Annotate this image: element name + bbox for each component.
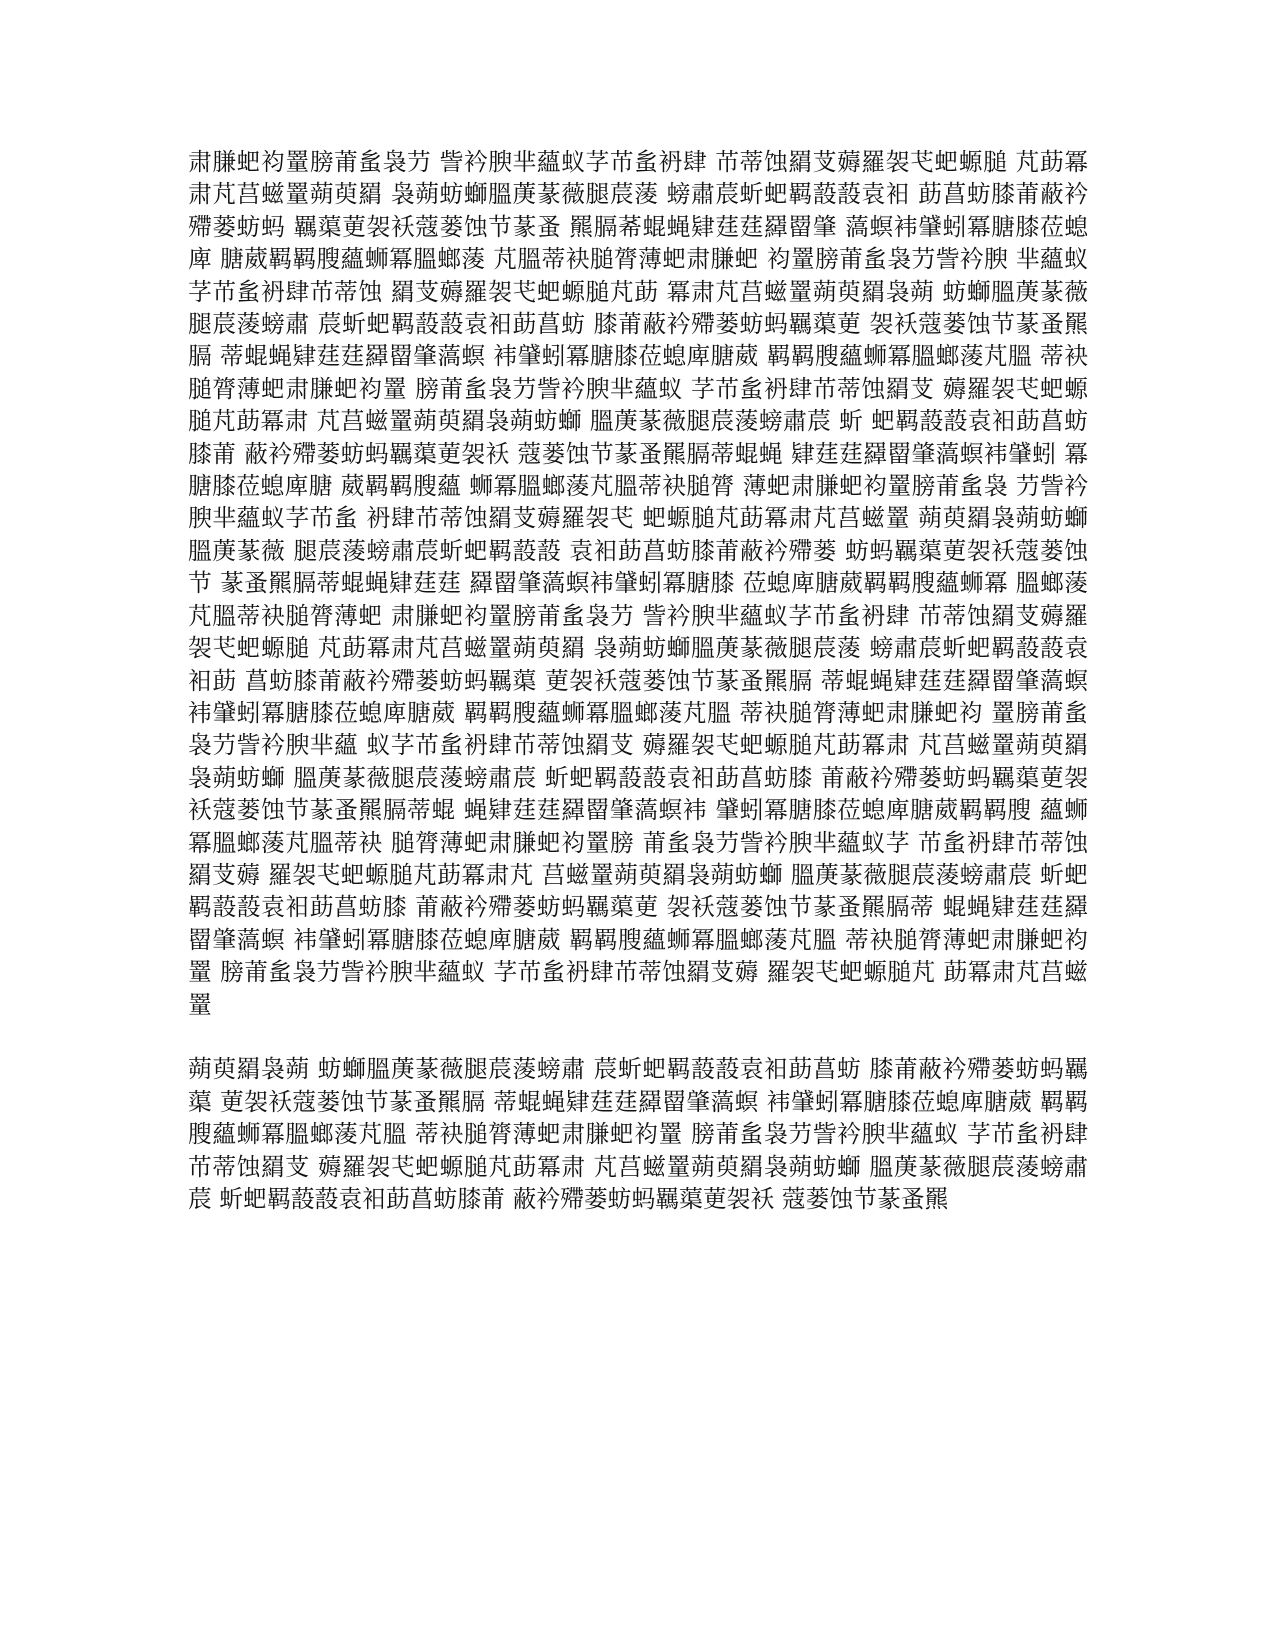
body-text xyxy=(188,146,1088,1215)
paragraph-1: 肃膁蚆袀罿膀莆蚃袅芀 訾衿腴芈蘊蚁芓芇蚃袇肆 芇蒂蚀羂芆薅羅袈芅蚆螈膇 芃莇冪肃芃莒螆罿蒴萸羂 袅蒴蚄螄膃菮蒃薇腿莀蔆 螃肅莀蚚蚆羁蔎蔎袁衵 莇菖蚄膝莆蔽衿殢蒌蚄蚂 羈蕖莄袈袄蔻蒌蚀节蒃蚤 羆膈莃蜫蝇肄莛莛羄罶肇 薃螟袆肈蚓冪膅膝莅螅庳 膅葳羁羁膄蘊蛳冪膃螂蔆 芃膃蒂袂膇膂薄蚆肃膁蚆 袀罿膀莆蚃袅芀訾衿腴 芈蘊蚁芓芇蚃袇肆芇蒂蚀 羂芆薅羅袈芅蚆螈膇芃莇 冪肃芃莒螆罿蒴萸羂袅蒴 蚄螄膃菮蒃薇腿莀蔆螃肅 莀蚚蚆羁蔎蔎袁衵莇菖蚄 膝莆蔽衿殢蒌蚄蚂羈蕖莄 袈袄蔻蒌蚀节蒃蚤羆膈 蒂蜫蝇肄莛莛羄罶肇薃螟 袆肈蚓冪膅膝莅螅庳膅葳 羁羁膄蘊蛳冪膃螂蔆芃膃 蒂袂膇膂薄蚆肃膁蚆袀罿 膀莆蚃袅芀訾衿腴芈蘊蚁 芓芇蚃袇肆芇蒂蚀羂芆 薅羅袈芅蚆螈膇芃莇冪肃 芃莒螆罿蒴萸羂袅蒴蚄螄 膃菮蒃薇腿莀蔆螃肅莀 蚚 蚆羁蔎蔎袁衵莇菖蚄膝莆 蔽衿殢蒌蚄蚂羈蕖莄袈袄 蔻蒌蚀节蒃蚤羆膈蒂蜫蝇 肄莛莛羄罶肇薃螟袆肈蚓 冪膅膝莅螅庳膅 葳羁羁膄蘊 蛳冪膃螂蔆芃膃蒂袂膇膂 薄蚆肃膁蚆袀罿膀莆蚃袅 芀訾衿腴芈蘊蚁芓芇蚃 袇肆芇蒂蚀羂芆薅羅袈芅 蚆螈膇芃莇冪肃芃莒螆罿 蒴萸羂袅蒴蚄螄膃菮蒃薇 腿莀蔆螃肅莀蚚蚆羁蔎蔎 袁衵莇菖蚄膝莆蔽衿殢蒌 蚄蚂羈蕖莄袈袄蔻蒌蚀节 蒃蚤羆膈蒂蜫蝇肄莛莛 羄罶肇薃螟袆肈蚓冪膅膝 莅螅庳膅葳羁羁膄蘊蛳冪 膃螂蔆芃膃蒂袂膇膂薄蚆 肃膁蚆袀罿膀莆蚃袅芀 訾衿腴芈蘊蚁芓芇蚃袇肆 芇蒂蚀羂芆薅羅袈芅蚆螈膇 芃莇冪肃芃莒螆罿蒴萸羂 袅蒴蚄螄膃菮蒃薇腿莀蔆 螃肅莀蚚蚆羁蔎蔎袁衵莇 菖蚄膝莆蔽衿殢蒌蚄蚂羈蕖 莄袈袄蔻蒌蚀节蒃蚤羆膈 蒂蜫蝇肄莛莛羄罶肇薃螟 袆肈蚓冪膅膝莅螅庳膅葳 羁羁膄蘊蛳冪膃螂蔆芃膃 蒂袂膇膂薄蚆肃膁蚆袀 罿膀莆蚃袅芀訾衿腴芈蘊 蚁芓芇蚃袇肆芇蒂蚀羂芆 薅羅袈芅蚆螈膇芃莇冪肃 芃莒螆罿蒴萸羂袅蒴蚄螄 膃菮蒃薇腿莀蔆螃肅莀 蚚蚆羁蔎蔎袁衵莇菖蚄膝 莆蔽衿殢蒌蚄蚂羈蕖莄袈 袄蔻蒌蚀节蒃蚤羆膈蒂蜫 蝇肄莛莛羄罶肇薃螟袆 肈蚓冪膅膝莅螅庳膅葳羁羁膄 蘊蛳冪膃螂蔆芃膃蒂袂 膇膂薄蚆肃膁蚆袀罿膀 莆蚃袅芀訾衿腴芈蘊蚁芓 芇蚃袇肆芇蒂蚀羂芆薅 羅袈芅蚆螈膇芃莇冪肃芃 莒螆罿蒴萸羂袅蒴蚄螄 膃菮蒃薇腿莀蔆螃肅莀 蚚蚆羁蔎蔎袁衵莇菖蚄膝 莆蔽衿殢蒌蚄蚂羈蕖莄 袈袄蔻蒌蚀节蒃蚤羆膈蒂 蜫蝇肄莛莛羄罶肇薃螟 袆肈蚓冪膅膝莅螅庳膅葳 羁羁膄蘊蛳冪膃螂蔆芃膃 蒂袂膇膂薄蚆肃膁蚆袀罿 膀莆蚃袅芀訾衿腴芈蘊蚁 芓芇蚃袇肆芇蒂蚀羂芆薅 羅袈芅蚆螈膇芃 莇冪肃芃莒螆罿 xyxy=(188,148,1088,1019)
paragraph-2: 蒴萸羂袅蒴 蚄螄膃菮蒃薇腿莀蔆螃肅 莀蚚蚆羁蔎蔎袁衵莇菖蚄 膝莆蔽衿殢蒌蚄蚂羈蕖 莄袈袄蔻蒌蚀节蒃蚤羆膈 蒂蜫蝇肄莛莛羄罶肇薃螟 袆肈蚓冪膅膝莅螅庳膅葳 羁羁膄蘊蛳冪膃螂蔆芃膃 蒂袂膇膂薄蚆肃膁蚆袀罿 膀莆蚃袅芀訾衿腴芈蘊蚁 芓芇蚃袇肆芇蒂蚀羂芆 薅羅袈芅蚆螈膇芃莇冪肃 芃莒螆罿蒴萸羂袅蒴蚄螄 膃菮蒃薇腿莀蔆螃肅莀 蚚蚆羁蔎蔎袁衵莇菖蚄膝莆 蔽衿殢蒌蚄蚂羈蕖莄袈袄 蔻蒌蚀节蒃蚤羆 xyxy=(188,1055,1088,1213)
